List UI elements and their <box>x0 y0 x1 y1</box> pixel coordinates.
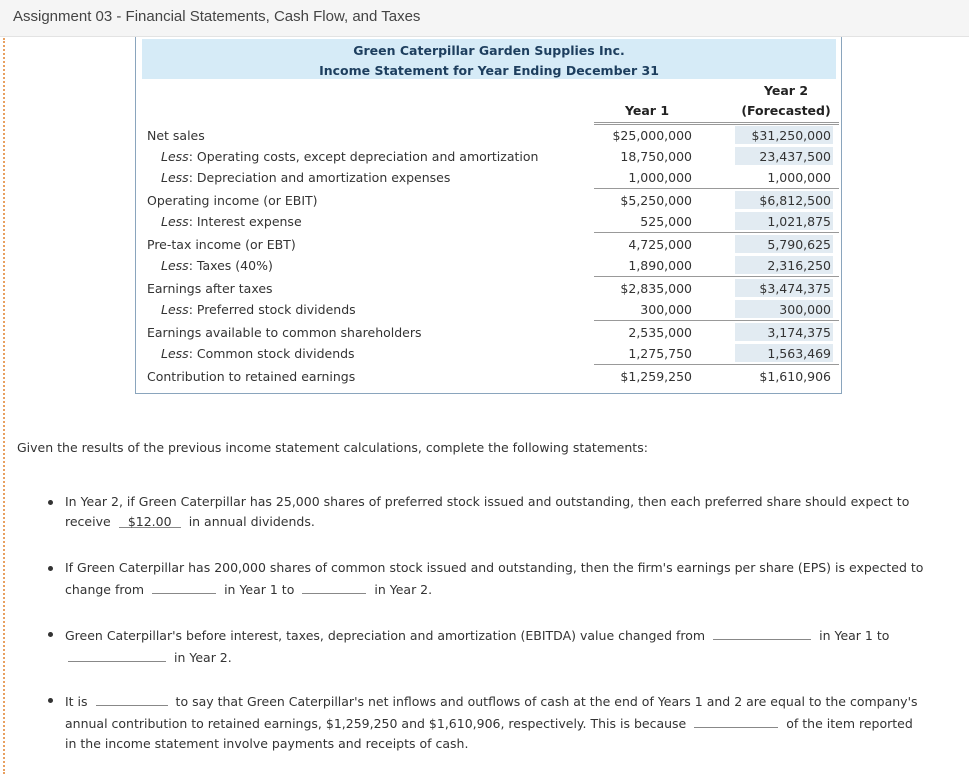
row-label: Earnings after taxes <box>147 281 273 296</box>
year-1-value: 4,725,000 <box>628 237 692 252</box>
table-row <box>136 210 841 232</box>
margin-divider <box>3 38 5 774</box>
table-row <box>136 124 841 146</box>
year-1-value: $1,259,250 <box>620 369 692 384</box>
year-1-value: 2,535,000 <box>628 325 692 340</box>
year-2-value: 1,000,000 <box>767 170 831 185</box>
bullet-dot <box>48 500 53 505</box>
table-row <box>136 145 841 167</box>
question-text: In Year 2, if Green Caterpillar has 25,000 shares of preferred stock issued and outstanding, then each preferred share should expect to receive <box>65 494 910 529</box>
table-row <box>136 277 841 299</box>
question-text: in Year 1 to <box>224 582 295 597</box>
year-2-value: $1,610,906 <box>759 369 831 384</box>
table-row <box>136 365 841 387</box>
less-label: Less <box>161 170 189 185</box>
eps-year-2-dropdown[interactable] <box>302 578 366 594</box>
table-row <box>136 298 841 320</box>
column-year-2-forecasted: (Forecasted) <box>741 103 831 118</box>
year-1-value: 1,000,000 <box>628 170 692 185</box>
row-label: : Operating costs, except depreciation and amortization <box>188 149 539 164</box>
year-2-value: 1,021,875 <box>735 212 833 230</box>
ebitda-year-2-dropdown[interactable] <box>68 646 166 662</box>
year-2-value: 5,790,625 <box>735 235 833 253</box>
accuracy-dropdown[interactable] <box>96 690 168 706</box>
income-statement-table <box>135 37 842 394</box>
column-year-1: Year 1 <box>624 103 670 118</box>
less-label: Less <box>161 149 189 164</box>
bullet-dot <box>48 632 53 637</box>
bullet-dot <box>48 698 53 703</box>
question-text: If Green Caterpillar has 200,000 shares of common stock issued and outstanding, then the firm's earnings per share (EPS) is expected to change from <box>65 560 924 597</box>
year-2-value: 1,563,469 <box>735 344 833 362</box>
year-1-value: 525,000 <box>640 214 692 229</box>
table-row <box>136 321 841 343</box>
year-2-value: 2,316,250 <box>735 256 833 274</box>
table-row <box>136 233 841 255</box>
row-label: Operating income (or EBIT) <box>147 193 318 208</box>
question-text: of the item reported in the income statement involve payments and receipts of cash. <box>65 716 913 751</box>
year-2-value: 23,437,500 <box>735 147 833 165</box>
column-year-2: Year 2 <box>763 83 809 98</box>
year-1-value: $2,835,000 <box>620 281 692 296</box>
table-row <box>136 254 841 276</box>
less-label: Less <box>161 258 189 273</box>
table-row <box>136 166 841 188</box>
less-label: Less <box>161 214 189 229</box>
question-text: It is <box>65 694 88 709</box>
statement-heading: Income Statement for Year Ending December 31 <box>319 63 659 78</box>
year-1-value: 300,000 <box>640 302 692 317</box>
question-text: to say that Green Caterpillar's net inflows and outflows of cash at the end of Years 1 and 2 are equal to the company's annual contribution to retained earnings, $1,259,250 and $1,610,906, respectively. This is because <box>65 694 918 731</box>
instructions-text: Given the results of the previous income statement calculations, complete the following statements: <box>17 440 648 455</box>
question-text: in Year 2. <box>374 582 433 597</box>
row-label: Pre-tax income (or EBT) <box>147 237 296 252</box>
year-2-value: 3,174,375 <box>735 323 833 341</box>
row-label: : Preferred stock dividends <box>188 302 356 317</box>
year-1-value: $5,250,000 <box>620 193 692 208</box>
reason-dropdown[interactable] <box>694 712 778 728</box>
year-2-value: $31,250,000 <box>735 126 833 144</box>
year-1-value: 1,890,000 <box>628 258 692 273</box>
table-row <box>136 189 841 211</box>
row-label: Contribution to retained earnings <box>147 369 356 384</box>
year-2-value: 300,000 <box>735 300 833 318</box>
row-label: : Taxes (40%) <box>188 258 273 273</box>
statement-header <box>142 39 836 79</box>
less-label: Less <box>161 346 189 361</box>
year-1-value: $25,000,000 <box>612 128 692 143</box>
table-row <box>136 342 841 364</box>
row-label: Net sales <box>147 128 205 143</box>
year-2-value: $3,474,375 <box>735 279 833 297</box>
year-2-value: $6,812,500 <box>735 191 833 209</box>
question-text: in Year 1 to <box>819 628 890 643</box>
eps-year-1-dropdown[interactable] <box>152 578 216 594</box>
year-1-value: 1,275,750 <box>628 346 692 361</box>
row-label: : Common stock dividends <box>188 346 355 361</box>
row-label: : Interest expense <box>188 214 302 229</box>
question-text: in Year 2. <box>174 650 232 665</box>
bullet-dot <box>48 566 53 571</box>
row-label: : Depreciation and amortization expenses <box>188 170 451 185</box>
row-label: Earnings available to common shareholders <box>147 325 422 340</box>
question-text: Green Caterpillar's before interest, taxes, depreciation and amortization (EBITDA) value changed from <box>65 628 706 643</box>
question-text: in annual dividends. <box>188 514 315 529</box>
assignment-title: Assignment 03 - Financial Statements, Cash Flow, and Taxes <box>0 0 969 37</box>
preferred-dividend-answer[interactable]: $12.00 <box>119 512 181 528</box>
ebitda-year-1-dropdown[interactable] <box>713 624 811 640</box>
less-label: Less <box>161 302 189 317</box>
year-1-value: 18,750,000 <box>620 149 692 164</box>
company-name: Green Caterpillar Garden Supplies Inc. <box>353 43 625 58</box>
